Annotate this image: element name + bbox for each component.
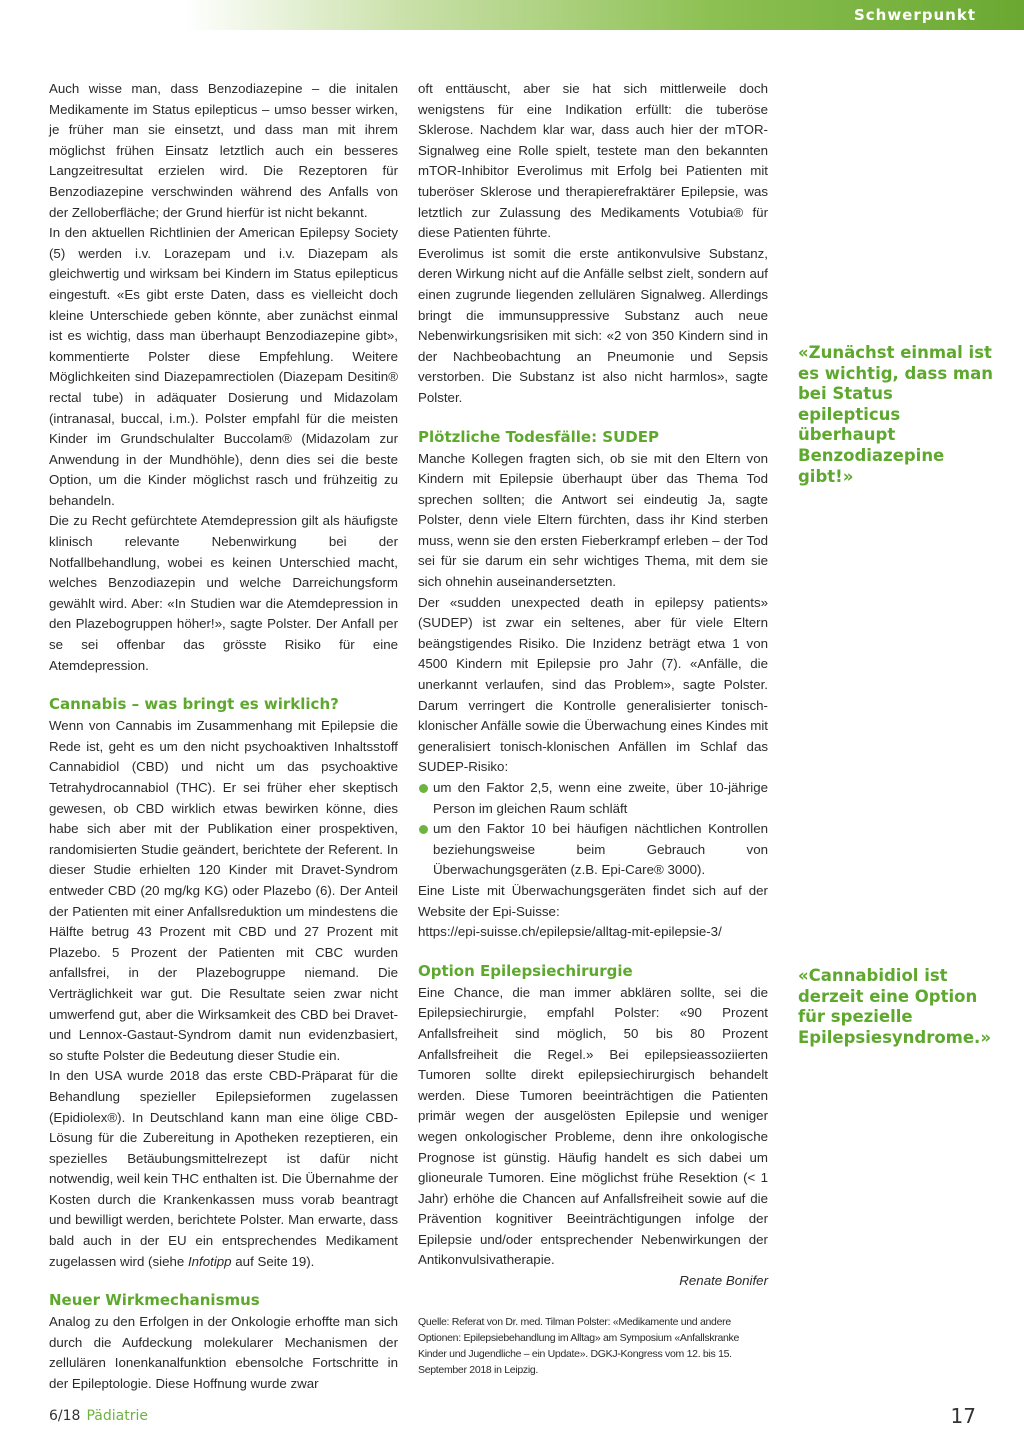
section-heading-cannabis: Cannabis – was bringt es wirklich? xyxy=(49,695,339,714)
article-column-2 xyxy=(418,79,768,1378)
section-heading-wirkmechanismus: Neuer Wirkmechanismus xyxy=(49,1291,260,1310)
issue-number: 6/18 xyxy=(49,1408,81,1424)
paragraph: Eine Liste mit Überwachungsgeräten findet sich auf der Website der Epi-Suisse: xyxy=(418,882,768,919)
paragraph xyxy=(49,1066,398,1272)
article-column-1 xyxy=(49,79,398,1395)
footer-issue xyxy=(49,1408,148,1424)
paragraph: Wenn von Cannabis im Zusammenhang mit Epilepsie die Rede ist, geht es um den nicht psychoaktiven Inhaltsstoff Cannabidiol (CBD) und nicht um das psychoaktive Tetrahydrocannabiol (THC). Er sei früher eher skeptisch gewesen, ob CBD wirklich etwas bewirken könne, dies habe sich aber mit der Publikation einer prospektiven, randomisierten Studie geändert, berichtete der Referent. In dieser Studie erhielten 120 Kinder mit Dravet-Syndrom entweder CBD (20 mg/kg KG) oder Plazebo (6). Der Anteil der Patienten mit einer Anfallsreduktion um mindestens die Hälfte betrug 43 Prozent mit CBD und 27 Prozent mit Plazebo. 5 Prozent der Patienten mit CBC wurden anfallsfrei, in der Plazebogruppe niemand. Die Verträglichkeit war gut. Die Resultate seien zwar nicht umwerfend gut, aber die Wirksamkeit des CBD bei Dravet-und Lennox-Gastaut-Syndrom damit nun evidenzbasiert, so stufte Polster die Bedeutung dieser Studie ein. xyxy=(49,718,398,1063)
infotipp-reference: Infotipp xyxy=(187,1253,232,1269)
paragraph: oft enttäuscht, aber sie hat sich mittlerweile doch wenigstens für eine Indikation erfüllt: die tuberöse Sklerose. Nachdem klar war, dass auch hier der mTOR-Signalweg eine Rolle spielt, testete man den bekannten mTOR-Inhibitor Everolimus mit Erfolg bei Patienten mit tuberöser Sklerose und therapierefraktärer Epilepsie, was letztlich zur Zulassung des Medikaments Votubia® für diese Patienten führte. xyxy=(418,81,768,241)
website-url[interactable]: https://epi-suisse.ch/epilepsie/alltag-mit-epilepsie-3/ xyxy=(418,924,722,940)
paragraph: Everolimus ist somit die erste antikonvulsive Substanz, deren Wirkung nicht auf die Anfälle selbst zielt, sondern auf einen zugrunde liegenden zellulären Signalweg. Allerdings bringt die immunsuppressive Substanz auch neue Nebenwirkungsrisiken mit sich: «2 von 350 Kindern sind in der Nachbeobachtung an Pneumonie und Sepsis verstorben. Die Substanz ist also nicht harmlos», sagte Polster. xyxy=(418,245,768,405)
paragraph: Manche Kollegen fragten sich, ob sie mit den Eltern von Kindern mit Epilepsie überhaupt über das Thema Tod sprechen sollten; die Antwort sei eindeutig Ja, sagte Polster, denn viele Eltern fürchten, dass ihr Kind sterben muss, wenn sie den ersten Fieberkrampf erleben – der Tod sei für sie darum ein sehr wichtiges Thema, mit dem sie sich ohnehin auseinandersetzten. xyxy=(418,450,768,590)
paragraph-text: auf Seite 19). xyxy=(231,1253,315,1269)
paragraph: Auch wisse man, dass Benzodiazepine – die initalen Medikamente im Status epilepticus – umso besser wirken, je früher man sie einsetzt, und dass man mit ihrem möglichst frühen Einsatz letztlich auch ein besseres Langzeitresultat erzielen wird. Die Rezeptoren für Benzodiazepine verschwinden während des Anfalls von der Zelloberfläche; der Grund hierfür ist nicht bekannt. xyxy=(49,81,398,220)
paragraph-text: In den USA wurde 2018 das erste CBD-Präparat für die Behandlung spezieller Epilepsieformen zugelassen (Epidiolex®). In Deutschland kann man eine ölige CBD-Lösung für die Zubereitung in Apotheken rezeptieren, ein spezielles Betäubungsmittelrezept ist dafür nicht notwendig, weil kein THC enthalten ist. Die Übernahme der Kosten durch die Krankenkassen muss vorab beantragt und bewilligt werden, berichtete Polster. Man erwarte, dass bald auch in der EU ein entsprechendes Medikament zugelassen wird (siehe xyxy=(49,1068,398,1269)
journal-name: Pädiatrie xyxy=(86,1408,148,1424)
header-bar xyxy=(0,0,1024,30)
paragraph: Die zu Recht gefürchtete Atemdepression gilt als häufigste klinisch relevante Nebenwirkung bei der Notfallbehandlung, wobei es keinen Unterschied macht, welches Benzodiazepin und welche Darreichungsform gewählt wird. Aber: «In Studien war die Atemdepression in den Plazebogruppen höher!», sagte Polster. Der Anfall per se sei offenbar das grösste Risiko für eine Atemdepression. xyxy=(49,513,398,673)
section-label: Schwerpunkt xyxy=(853,6,976,24)
paragraph: In den aktuellen Richtlinien der American Epilepsy Society (5) werden i.v. Lorazepam und i.v. Diazepam als gleichwertig und wirksam bei Kindern im Status epilepticus eingestuft. «Es gibt erste Daten, dass es vielleicht doch kleine Unterschiede geben könnte, aber zunächst einmal ist es wichtig, dass man überhaupt Benzodiazepine gibt», kommentierte Polster diese Empfehlung. Weitere Möglichkeiten sind Diazepamrectiolen (Diazepam Desitin® rectal tube) in adäquater Dosierung und Midazolam (intranasal, buccal, i.m.). Polster empfahl für die meisten Kinder im Grundschulalter Buccolam® (Midazolam zur Anwendung in der Mundhöhle), denn dies sei die beste Option, um die Kinder möglichst rasch und frühzeitig zu behandeln. xyxy=(49,225,398,508)
bullet-item: um den Faktor 2,5, wenn eine zweite, über 10-jährige Person im gleichen Raum schläft xyxy=(418,778,768,819)
pull-quote-cannabidiol: «Cannabidiol ist derzeit eine Option für spezielle Epilepsiesyndrome.» xyxy=(798,966,991,1047)
pull-quote-benzodiazepine: «Zunächst einmal ist es wichtig, dass man bei Status epilepticus überhaupt Benzodiazepine gibt!» xyxy=(798,343,993,486)
section-heading-epilepsiechirurgie: Option Epilepsiechirurgie xyxy=(418,961,633,980)
paragraph: Eine Chance, die man immer abklären sollte, sei die Epilepsiechirurgie, empfahl Polster: «90 Prozent Anfallsfreiheit sind möglich, 50 bis 80 Prozent Anfallsfreiheit die Regel.» Bei epilepsieassoziierten Tumoren sollte direkt epilepsiechirurgisch behandelt werden. Diese Tumoren beeinträchtigen die Patienten primär wegen der ausgelösten Epilepsie und weniger wegen onkologischer Probleme, denn ihre onkologische Prognose ist günstig. Häufig handelt es sich dabei um glioneurale Tumoren. Eine möglichst frühe Resektion (< 1 Jahr) erhöhe die Chancen auf Anfallsfreiheit sowie auf die Prävention kognitiver Beeinträchtigungen infolge der Epilepsie und/oder entsprechender Nebenwirkungen der Antikonvulsivatherapie. xyxy=(418,984,768,1268)
paragraph: Analog zu den Erfolgen in der Onkologie erhoffte man sich durch die Aufdeckung molekularer Mechanismen der zellulären Ionenkanalfunktion ebensolche Fortschritte in der Epileptologie. Diese Hoffnung wurde zwar xyxy=(49,1314,398,1392)
page-number: 17 xyxy=(950,1404,976,1428)
section-heading-sudep: Plötzliche Todesfälle: SUDEP xyxy=(418,427,659,446)
author-signature: Renate Bonifer xyxy=(679,1273,768,1289)
paragraph: Der «sudden unexpected death in epilepsy patients» (SUDEP) ist zwar ein seltenes, aber für viele Eltern beängstigendes Risiko. Die Inzidenz beträgt etwa 1 von 4500 Kindern mit Epilepsie pro Jahr (7). «Anfälle, die unerkannt verlaufen, sind das Problem», sagte Polster. Darum verringert die Kontrolle generalisierter tonisch-klonischer Anfälle sowie die Überwachung eines Kindes mit generalisiert tonisch-klonischen Anfällen im Schlaf das SUDEP-Risiko: xyxy=(418,594,768,775)
source-note: Quelle: Referat von Dr. med. Tilman Polster: «Medikamente und andere Optionen: Epilepsiebehandlung im Alltag» am Symposium «Anfallskranke Kinder und Jugendliche – ein Update». DGKJ-Kongress vom 12. bis 15. September 2018 in Leipzig. xyxy=(418,1315,740,1376)
bullet-item: um den Faktor 10 bei häufigen nächtlichen Kontrollen beziehungsweise beim Gebrauch von Überwachungsgeräten (z.B. Epi-Care® 3000). xyxy=(418,819,768,881)
